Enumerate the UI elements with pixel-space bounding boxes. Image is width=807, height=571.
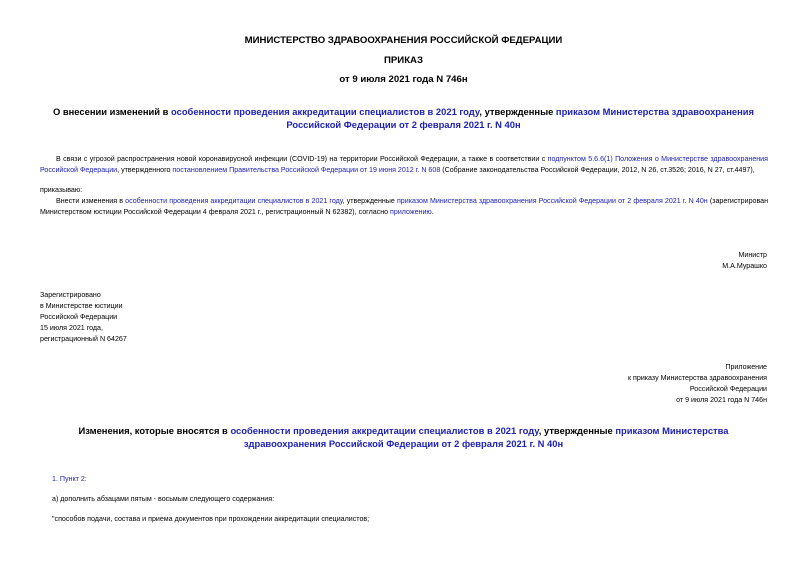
appendix-title (40, 424, 767, 450)
preamble-paragraph (40, 154, 768, 176)
order-paragraph (40, 196, 768, 218)
preamble-link-regulation[interactable]: подпунктом 5.6.6(1) Положения о Министерстве здравоохранения Российской Федерации (40, 155, 768, 174)
point-1-link[interactable]: 1. Пункт 2: (52, 475, 87, 483)
title-link-order-40n[interactable]: приказом Министерства здравоохранения Российской Федерации от 2 февраля 2021 г. N 40н (286, 106, 755, 130)
registration-line: в Министерстве юстиции (40, 302, 123, 310)
signature-block (722, 250, 767, 272)
order-text-4: . (431, 208, 434, 216)
appendix-line: Приложение (725, 363, 767, 371)
appendix-title-text-2: , утвержденные (538, 425, 616, 436)
registration-line: Зарегистрировано (40, 291, 101, 299)
appendix-line: Российской Федерации (689, 385, 767, 393)
order-word: приказываю: (40, 186, 83, 194)
appendix-reference (628, 362, 767, 406)
appendix-title-link-order-40n[interactable]: приказом Министерства здравоохранения Российской Федерации от 2 февраля 2021 г. N 40н (243, 425, 729, 449)
document-title (40, 105, 767, 131)
title-link-features[interactable]: особенности проведения аккредитации специалистов в 2021 году (171, 106, 480, 117)
appendix-line: от 9 июля 2021 года N 746н (676, 396, 767, 404)
registration-line: регистрационный N 64267 (40, 335, 127, 343)
ministry-heading: МИНИСТЕРСТВО ЗДРАВООХРАНЕНИЯ РОССИЙСКОЙ ФЕДЕРАЦИИ (244, 35, 563, 46)
order-link-appendix[interactable]: приложению (390, 208, 432, 216)
appendix-title-link-features[interactable]: особенности проведения аккредитации специалистов в 2021 году (230, 425, 539, 436)
title-text-2: , утвержденные (479, 106, 556, 117)
order-link-features[interactable]: особенности проведения аккредитации специалистов в 2021 году (125, 197, 343, 205)
registration-block (40, 290, 127, 345)
order-link-order-40n[interactable]: приказом Министерства здравоохранения Российской Федерации от 2 февраля 2021 г. N 40н (396, 197, 708, 205)
doc-type-heading: ПРИКАЗ (384, 55, 423, 66)
preamble-text-2: , утвержденного (117, 166, 173, 174)
preamble-link-resolution[interactable]: постановлением Правительства Российской Федерации от 19 июня 2012 г. N 608 (172, 166, 441, 174)
signature-position: Министр (738, 251, 767, 259)
registration-line: 15 июля 2021 года, (40, 324, 103, 332)
order-text-1: Внести изменения в (56, 197, 126, 205)
registration-line: Российской Федерации (40, 313, 118, 321)
quoted-text: "способов подачи, состава и приема документов при прохождении аккредитации специалистов; (52, 515, 370, 523)
doc-date-number: от 9 июля 2021 года N 746н (339, 74, 468, 85)
title-text-1: О внесении изменений в (52, 106, 171, 117)
preamble-text-3: (Собрание законодательства Российской Федерации, 2012, N 26, ст.3526; 2016, N 27, ст.4497), (440, 166, 755, 174)
order-text-3: (зарегистрирован Министерством юстиции Российской Федерации 4 февраля 2021 г., регистрационный N 62382), согласно (40, 197, 769, 216)
appendix-line: к приказу Министерства здравоохранения (627, 374, 767, 382)
preamble-text-1: В связи с угрозой распространения новой коронавирусной инфекции (COVID-19) на территории Российской Федерации, а также в соответствии с (56, 155, 548, 163)
signature-name: М.А.Мурашко (722, 262, 767, 270)
subpoint-a: а) дополнить абзацами пятым - восьмым следующего содержания: (52, 495, 275, 503)
order-text-2: , утвержденные (342, 197, 397, 205)
appendix-title-text-1: Изменения, которые вносятся в (78, 425, 231, 436)
